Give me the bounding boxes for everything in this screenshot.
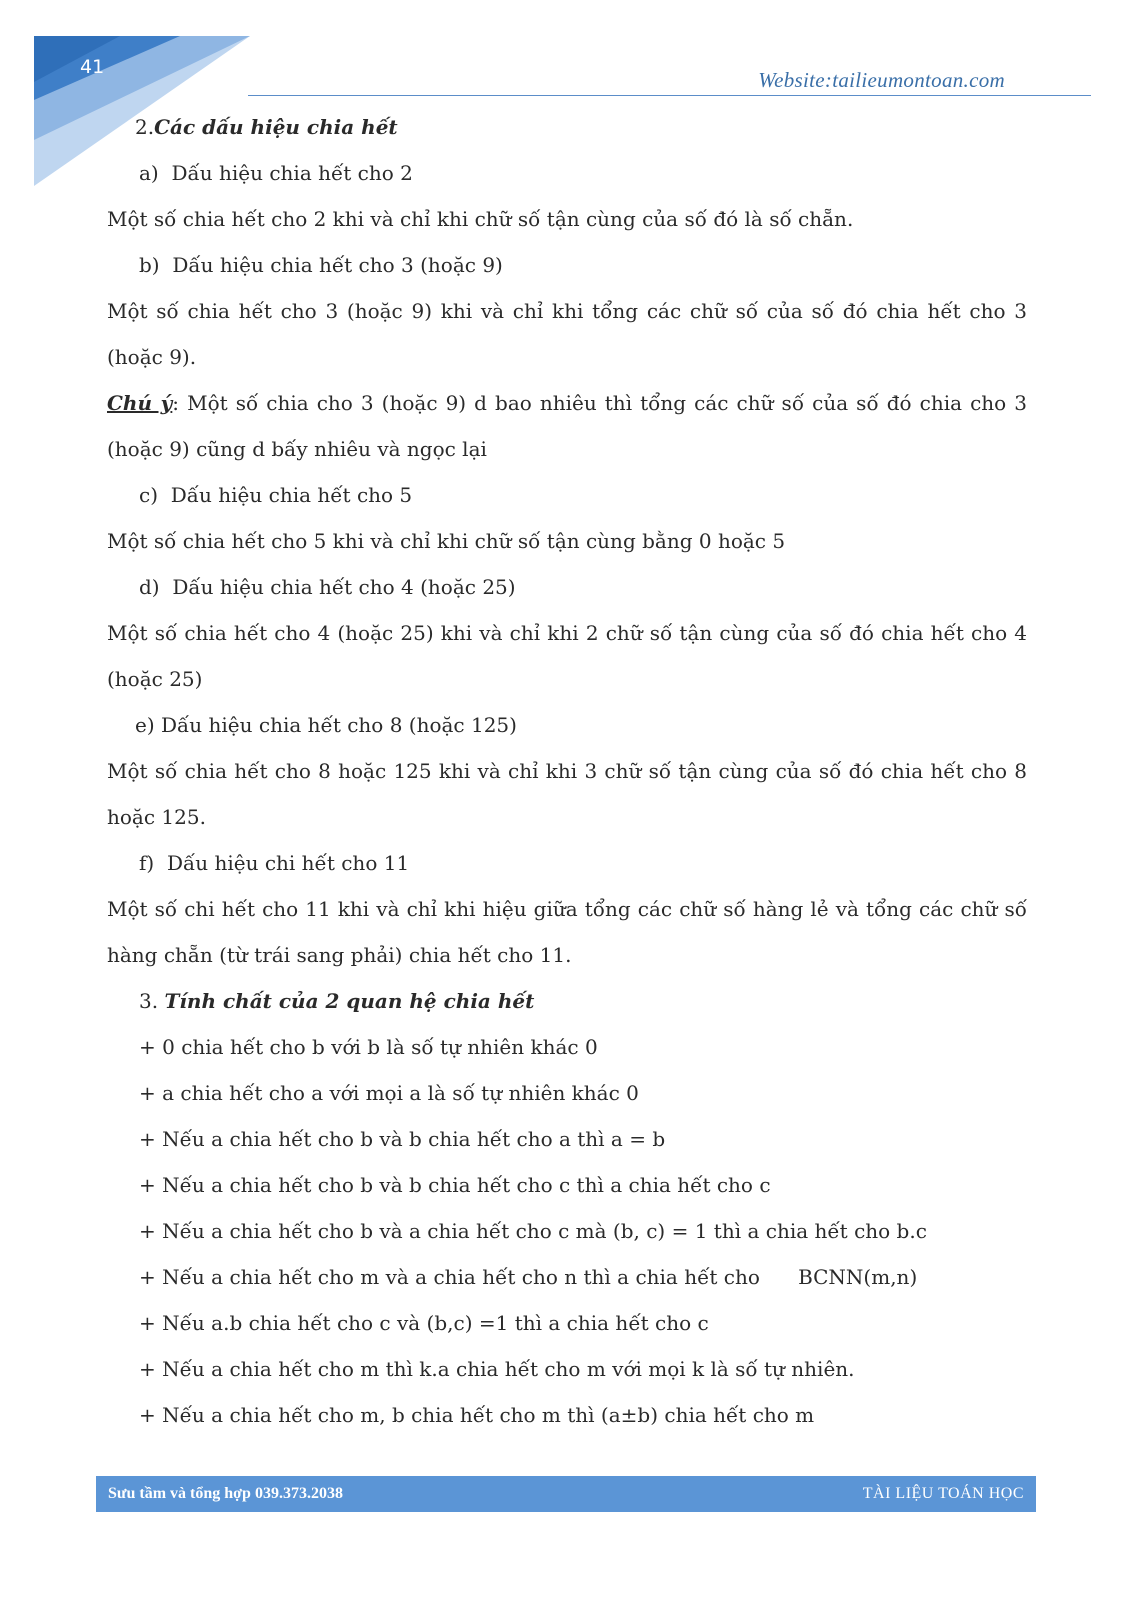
paragraph-e: Một số chia hết cho 8 hoặc 125 khi và chỉ khi 3 chữ số tận cùng của số đó chia hết cho 8 hoặc 125.: [107, 759, 1027, 829]
property-item: + Nếu a chia hết cho m thì k.a chia hết cho m với mọi k là số tự nhiên.: [139, 1357, 855, 1381]
subheading-b: [107, 242, 1027, 288]
page-content: [107, 104, 1027, 1438]
footer-bar: [96, 1476, 1036, 1512]
paragraph-a: Một số chia hết cho 2 khi và chỉ khi chữ số tận cùng của số đó là số chẵn.: [107, 207, 854, 231]
paragraph-b: Một số chia hết cho 3 (hoặc 9) khi và chỉ khi tổng các chữ số của số đó chia hết cho 3 (hoặc 9).: [107, 299, 1027, 369]
section-2-heading: [107, 104, 1027, 150]
section-title: Các dấu hiệu chia hết: [154, 115, 398, 139]
subheading-f: [107, 840, 1027, 886]
paragraph-d: Một số chia hết cho 4 (hoặc 25) khi và chỉ khi 2 chữ số tận cùng của số đó chia hết cho 4 (hoặc 25): [107, 621, 1027, 691]
property-item: + Nếu a.b chia hết cho c và (b,c) =1 thì a chia hết cho c: [139, 1311, 709, 1335]
section-title: Tính chất của 2 quan hệ chia hết: [164, 989, 535, 1013]
section-number: 3.: [139, 989, 165, 1013]
property-item: + Nếu a chia hết cho b và a chia hết cho c mà (b, c) = 1 thì a chia hết cho b.c: [139, 1219, 927, 1243]
item-label: a): [139, 161, 159, 185]
item-title: Dấu hiệu chi hết cho 11: [166, 851, 410, 875]
item-label: b): [139, 253, 160, 277]
property-item: + 0 chia hết cho b với b là số tự nhiên khác 0: [139, 1035, 598, 1059]
note-text: : Một số chia cho 3 (hoặc 9) d bao nhiêu thì tổng các chữ số của số đó chia cho 3 (hoặc 9) cũng d bấy nhiêu và ngọc lại: [107, 391, 1027, 461]
item-title: Dấu hiệu chia hết cho 2: [171, 161, 413, 185]
subheading-e: e) Dấu hiệu chia hết cho 8 (hoặc 125): [135, 713, 517, 737]
item-label: f): [139, 851, 155, 875]
property-item: + Nếu a chia hết cho b và b chia hết cho c thì a chia hết cho c: [139, 1173, 771, 1197]
section-3-heading: [107, 978, 1027, 1024]
note-label: Chú ý: [107, 391, 173, 415]
note-paragraph: [107, 380, 1027, 472]
item-label: c): [139, 483, 159, 507]
subheading-d: [107, 564, 1027, 610]
item-title: Dấu hiệu chia hết cho 5: [170, 483, 413, 507]
footer-left-text: Sưu tầm và tổng hợp 039.373.2038: [108, 1485, 343, 1502]
property-item: + Nếu a chia hết cho m và a chia hết cho n thì a chia hết cho BCNN(m,n): [139, 1265, 918, 1289]
footer-right-text: TÀI LIỆU TOÁN HỌC: [862, 1485, 1024, 1502]
section-number: 2.: [135, 115, 155, 139]
property-item: + a chia hết cho a với mọi a là số tự nhiên khác 0: [139, 1081, 639, 1105]
property-item: + Nếu a chia hết cho b và b chia hết cho a thì a = b: [139, 1127, 666, 1151]
header-rule: [248, 95, 1091, 96]
website-header: Website:tailieumontoan.com: [758, 68, 1005, 92]
paragraph-f: Một số chi hết cho 11 khi và chỉ khi hiệu giữa tổng các chữ số hàng lẻ và tổng các chữ số hàng chẵn (từ trái sang phải) chia hết cho 11.: [107, 897, 1027, 967]
page-number: 41: [80, 56, 105, 78]
item-title: Dấu hiệu chia hết cho 4 (hoặc 25): [172, 575, 516, 599]
subheading-c: [107, 472, 1027, 518]
paragraph-c: Một số chia hết cho 5 khi và chỉ khi chữ số tận cùng bằng 0 hoặc 5: [107, 529, 786, 553]
item-label: d): [139, 575, 160, 599]
property-item: + Nếu a chia hết cho m, b chia hết cho m thì (a±b) chia hết cho m: [139, 1403, 815, 1427]
subheading-a: [107, 150, 1027, 196]
item-title: Dấu hiệu chia hết cho 3 (hoặc 9): [172, 253, 503, 277]
